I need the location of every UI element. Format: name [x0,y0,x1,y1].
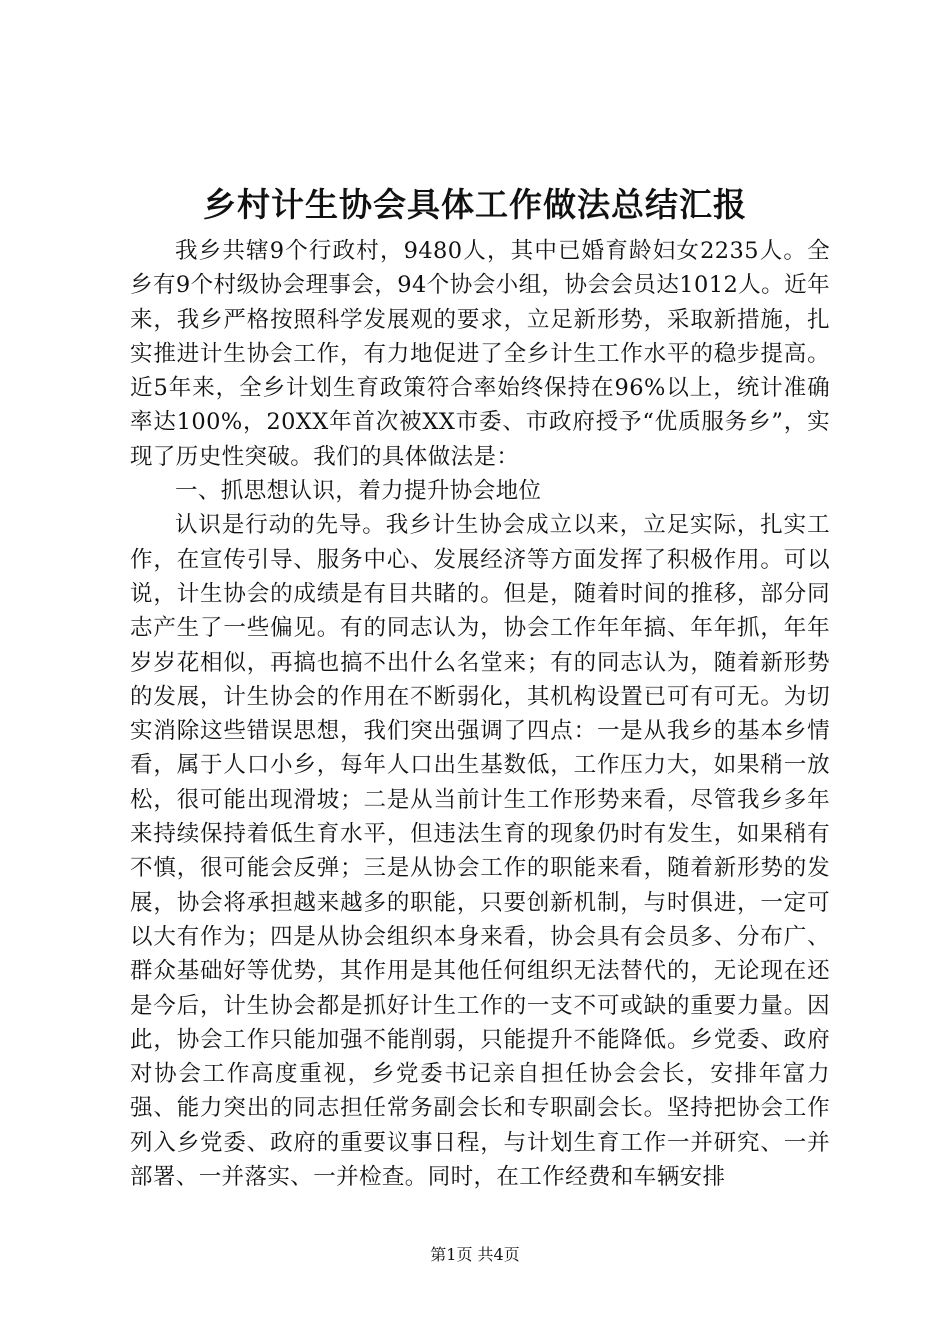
document-body [130,234,830,1194]
page-number-footer: 第1页 共4页 [430,1245,520,1264]
section-heading: 一、抓思想认识，着力提升协会地位 [175,478,542,505]
intro-paragraph: 我乡共辖9个行政村，9480人，其中已婚育龄妇女2235人。全乡有9个村级协会理事会，94个协会小组，协会会员达1012人。近年来，我乡严格按照科学发展观的要求，立足新形势，采取新措施，扎实推进计生协会工作，有力地促进了全乡计生工作水平的稳步提高。近5年来，全乡计划生育政策符合率始终保持在96%以上，统计准确率达100%，20XX年首次被XX市委、市政府授予“优质服务乡”，实现了历史性突破。我们的具体做法是： [130,238,830,470]
section-paragraph: 认识是行动的先导。我乡计生协会成立以来，立足实际，扎实工作，在宣传引导、服务中心、发展经济等方面发挥了积极作用。可以说，计生协会的成绩是有目共睹的。但是，随着时间的推移，部分同志产生了一些偏见。有的同志认为，协会工作年年搞、年年抓，年年岁岁花相似，再搞也搞不出什么名堂来；有的同志认为，随着新形势的发展，计生协会的作用在不断弱化，其机构设置已可有可无。为切实消除这些错误思想，我们突出强调了四点：一是从我乡的基本乡情看，属于人口小乡，每年人口出生基数低，工作压力大，如果稍一放松，很可能出现滑坡；二是从当前计生工作形势来看，尽管我乡多年来持续保持着低生育水平，但违法生育的现象仍时有发生，如果稍有不慎，很可能会反弹；三是从协会工作的职能来看，随着新形势的发展，协会将承担越来越多的职能，只要创新机制，与时俱进，一定可以大有作为；四是从协会组织本身来看，协会具有会员多、分布广、群众基础好等优势，其作用是其他任何组织无法替代的，无论现在还是今后，计生协会都是抓好计生工作的一支不可或缺的重要力量。因此，协会工作只能加强不能削弱，只能提升不能降低。乡党委、政府对协会工作高度重视，乡党委书记亲自担任协会会长，安排年富力强、能力突出的同志担任常务副会长和专职副会长。坚持把协会工作列入乡党委、政府的重要议事日程，与计划生育工作一并研究、一并部署、一并落实、一并检查。同时，在工作经费和车辆安排 [130,512,830,1191]
document-title: 乡村计生协会具体工作做法总结汇报 [203,185,747,224]
